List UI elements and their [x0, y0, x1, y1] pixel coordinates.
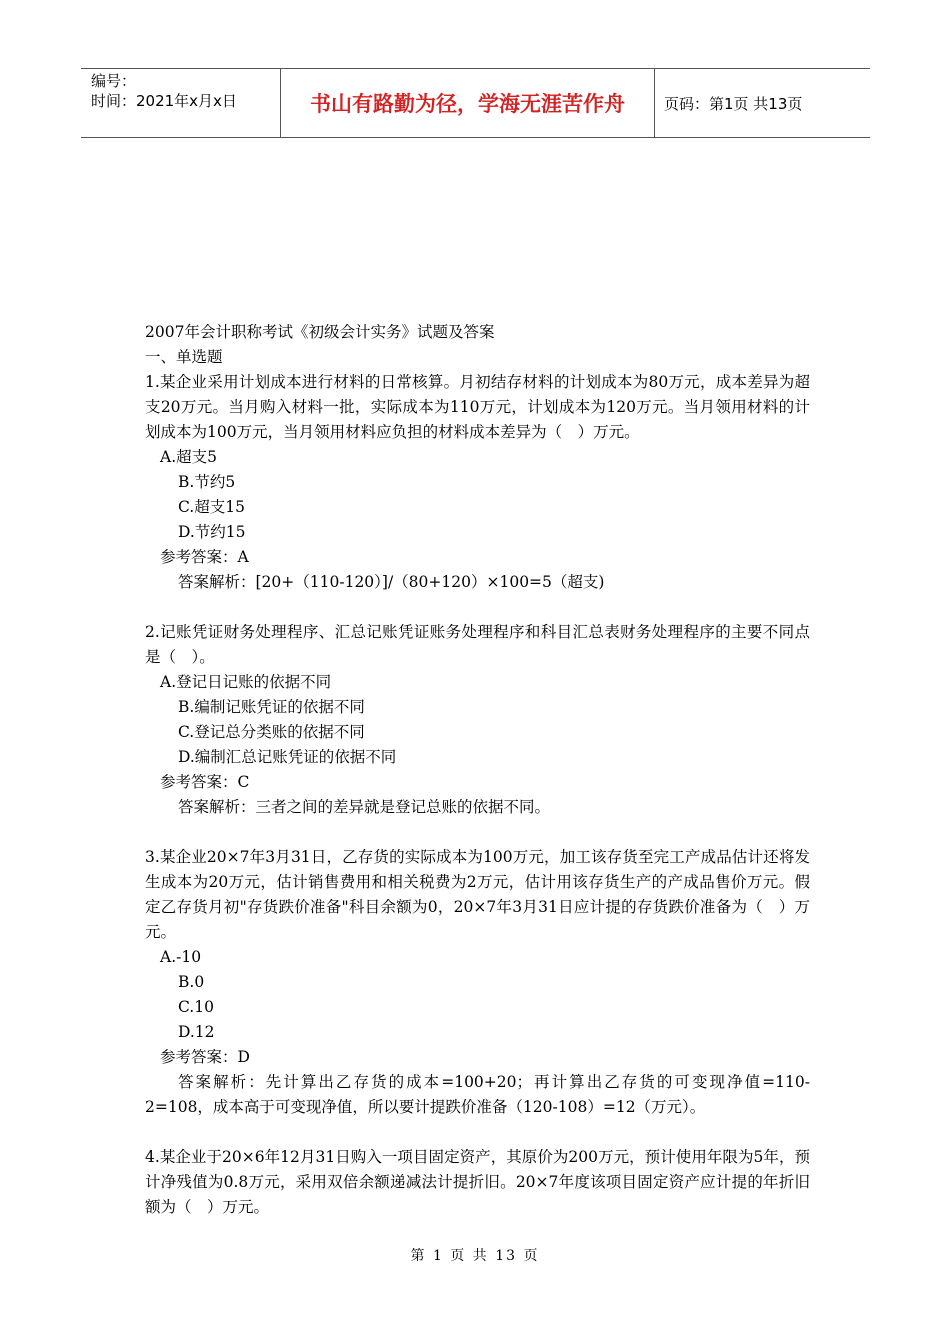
spacer	[145, 1120, 810, 1145]
header-page-label: 页码：第1页 共13页	[664, 94, 803, 113]
answer-explanation: 答案解析：[20+（110-120）]/（80+120）×100=5（超支)	[178, 573, 605, 591]
header-meta	[81, 69, 281, 137]
answer-explanation: 答案解析：三者之间的差异就是登记总账的依据不同。	[178, 798, 551, 816]
question-stem: 4.某企业于20×6年12月31日购入一项目固定资产，其原价为200万元，预计使用年限为5年，预计净残值为0.8万元，采用双倍余额递减法计提折旧。20×7年度该项目固定资产应计提的年折旧额为（ ）万元。	[145, 1148, 810, 1216]
page-footer: 第 1 页 共 13 页	[410, 1248, 540, 1264]
document-title: 2007年会计职称考试《初级会计实务》试题及答案	[145, 323, 495, 341]
document-body	[145, 320, 810, 1220]
option-c: C.登记总分类账的依据不同	[178, 723, 365, 741]
time-label: 时间：2021年x月x日	[91, 92, 237, 110]
number-label: 编号：	[91, 72, 137, 90]
page-header	[81, 68, 870, 138]
option-b: B.0	[178, 973, 205, 991]
option-b: B.编制记账凭证的依据不同	[178, 698, 365, 716]
question-stem: 3.某企业20×7年3月31日，乙存货的实际成本为100万元，加工该存货至完工产成品估计还将发生成本为20万元，估计销售费用和相关税费为2万元，估计用该存货生产的产成品售价万元。假定乙存货月初"存货跌价准备"科目余额为0，20×7年3月31日应计提的存货跌价准备为（ ）万元。	[145, 848, 810, 941]
spacer	[145, 820, 810, 845]
option-c: C.10	[178, 998, 214, 1016]
option-b: B.节约5	[178, 473, 236, 491]
option-c: C.超支15	[178, 498, 245, 516]
reference-answer: 参考答案：D	[160, 1048, 250, 1066]
option-a: A.超支5	[160, 448, 217, 466]
spacer	[145, 595, 810, 620]
option-d: D.编制汇总记账凭证的依据不同	[178, 748, 397, 766]
option-d: D.12	[178, 1023, 215, 1041]
option-d: D.节约15	[178, 523, 246, 541]
option-a: A.-10	[160, 948, 202, 966]
header-motto: 书山有路勤为径，学海无涯苦作舟	[281, 69, 655, 137]
question-stem: 2.记账凭证财务处理程序、汇总记账凭证账务处理程序和科目汇总表财务处理程序的主要不同点是（ ）。	[145, 623, 810, 666]
option-a: A.登记日记账的依据不同	[160, 673, 332, 691]
question-stem: 1.某企业采用计划成本进行材料的日常核算。月初结存材料的计划成本为80万元，成本差异为超支20万元。当月购入材料一批，实际成本为110万元，计划成本为120万元。当月领用材料的计划成本为100万元，当月领用材料应负担的材料成本差异为（ ）万元。	[145, 373, 810, 441]
section-heading: 一、单选题	[145, 348, 223, 366]
reference-answer: 参考答案：C	[160, 773, 250, 791]
answer-explanation: 答案解析：先计算出乙存货的成本=100+20；再计算出乙存货的可变现净值=110-2=108，成本高于可变现净值，所以要计提跌价准备（120-108）=12（万元）。	[145, 1073, 810, 1116]
reference-answer: 参考答案：A	[160, 548, 249, 566]
